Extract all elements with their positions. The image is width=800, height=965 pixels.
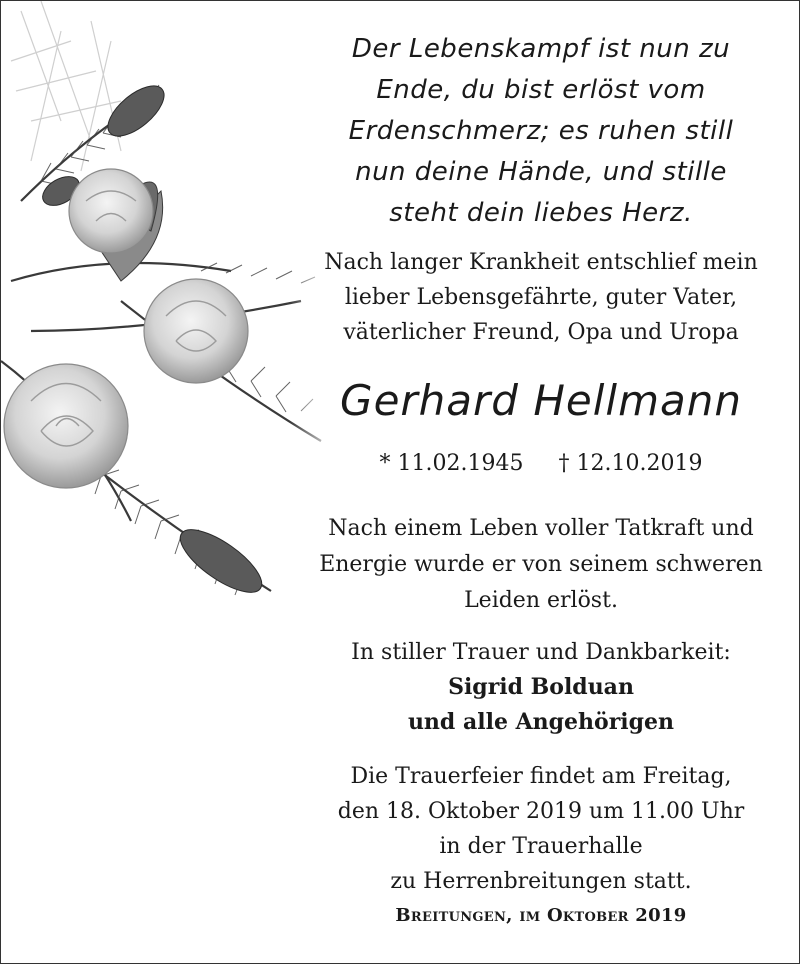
tribute-line: Leiden erlöst. bbox=[464, 588, 618, 613]
mourner-name: Sigrid Bolduan bbox=[448, 674, 634, 700]
deceased-name: Gerhard Hellmann bbox=[340, 376, 742, 425]
tribute-line: Energie wurde er von seinem schweren bbox=[319, 552, 763, 577]
service-line: in der Trauerhalle bbox=[439, 834, 643, 859]
verse-line: Der Lebenskampf ist nun zu bbox=[351, 34, 731, 64]
place-and-date: Breitungen, im Oktober 2019 bbox=[395, 905, 687, 926]
mourners-intro: In stiller Trauer und Dankbarkeit: bbox=[351, 640, 731, 665]
mourner-name: und alle Angehörigen bbox=[407, 709, 675, 735]
birth-date: * 11.02.1945 bbox=[379, 451, 524, 476]
tribute-line: Nach einem Leben voller Tatkraft und bbox=[328, 516, 754, 541]
intro-line: Nach langer Krankheit entschlief mein bbox=[324, 250, 758, 275]
funeral-service-info bbox=[301, 759, 781, 899]
verse-line: Ende, du bist erlöst vom bbox=[376, 75, 706, 105]
death-date: † 12.10.2019 bbox=[558, 451, 703, 476]
floral-arrangement-image bbox=[1, 1, 341, 621]
intro-line: väterlicher Freund, Opa und Uropa bbox=[343, 320, 739, 345]
intro-line: lieber Lebensgefährte, guter Vater, bbox=[344, 285, 738, 310]
verse-line: nun deine Hände, und stille bbox=[355, 157, 727, 187]
verse-line: steht dein liebes Herz. bbox=[389, 198, 693, 228]
service-line: Die Trauerfeier findet am Freitag, bbox=[350, 764, 732, 789]
announcement-intro bbox=[301, 245, 781, 350]
service-line: zu Herrenbreitungen statt. bbox=[390, 869, 692, 894]
verse-line: Erdenschmerz; es ruhen still bbox=[348, 116, 734, 146]
text-column bbox=[301, 1, 781, 965]
life-dates bbox=[301, 447, 781, 481]
tribute-text bbox=[301, 511, 781, 619]
mourners-block bbox=[301, 635, 781, 740]
service-line: den 18. Oktober 2019 um 11.00 Uhr bbox=[337, 799, 745, 824]
memorial-verse bbox=[301, 29, 781, 234]
